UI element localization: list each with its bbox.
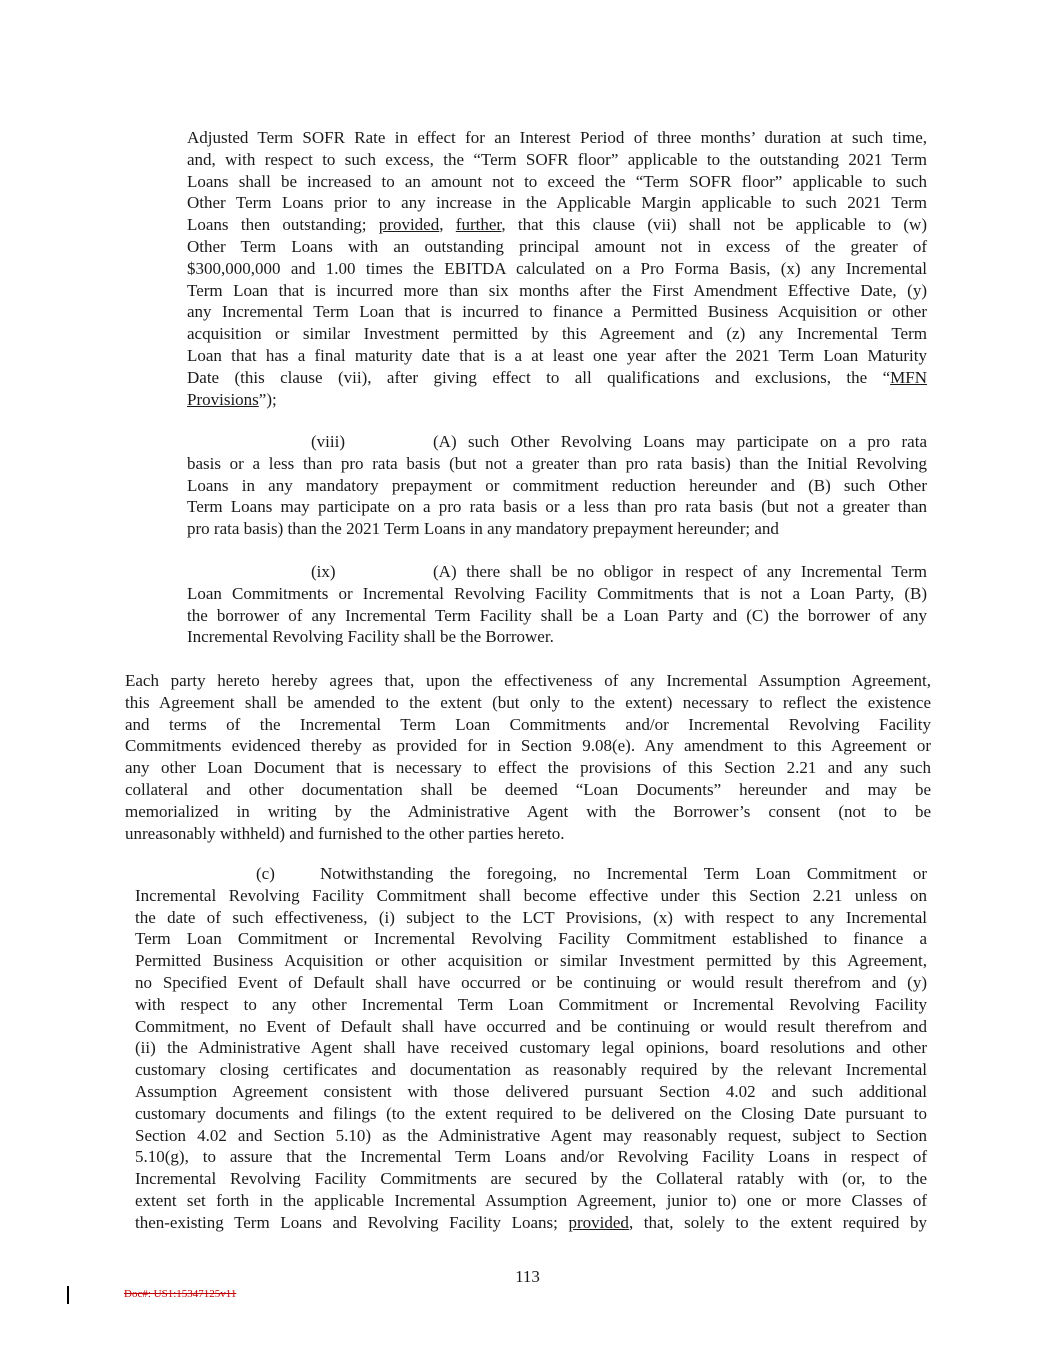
text-line: Incremental Revolving Facility Commitment shall become effective under this Section 2.21 unless on (135, 885, 927, 905)
text-line: 5.10(g), to assure that the Incremental Term Loans and/or Revolving Facility Loans in respect of (135, 1147, 927, 1167)
text-run: , (439, 215, 456, 235)
defined-term-mfn: MFN (890, 367, 927, 387)
text-line: Assumption Agreement consistent with those delivered pursuant Section 4.02 and such additional (135, 1081, 927, 1101)
text-run: , that, solely to the extent required by (628, 1212, 927, 1232)
text-line: Other Term Loans prior to any increase in the Applicable Margin applicable to such 2021 Term (187, 193, 927, 213)
text-line: Permitted Business Acquisition or other acquisition or similar Investment permitted by this Agreement, (135, 951, 927, 971)
text-line: Incremental Revolving Facility shall be the Borrower. (187, 627, 554, 647)
defined-term-provisions: Provisions (187, 389, 259, 409)
text-line: Incremental Revolving Facility Commitments are secured by the Collateral ratably with (or, to the (135, 1169, 927, 1189)
text-line (187, 431, 927, 453)
text-run: (A) such Other Revolving Loans may participate on a pro rata (433, 432, 927, 451)
text-line (187, 367, 927, 389)
text-line: any Incremental Term Loan that is incurred to finance a Permitted Business Acquisition or other (187, 302, 927, 322)
text-line: the borrower of any Incremental Term Facility shall be a Loan Party and (C) the borrower of any (187, 605, 927, 625)
text-run: Notwithstanding the foregoing, no Incremental Term Loan Commitment or (320, 864, 927, 883)
paragraph-vii-continuation (187, 127, 927, 410)
text-run: , that this clause (vii) shall not be applicable to (w) (501, 215, 927, 235)
text-line: customary documents and filings (to the extent required to be delivered on the Closing Date pursuant to (135, 1103, 927, 1123)
text-line: Each party hereto hereby agrees that, upon the effectiveness of any Incremental Assumption Agreement, (125, 671, 931, 690)
text-line: $300,000,000 and 1.00 times the EBITDA calculated on a Pro Forma Basis, (x) any Incremental (187, 258, 927, 278)
paragraph-viii (187, 431, 927, 540)
underlined-term-provided: provided (378, 215, 440, 235)
text-line (187, 561, 927, 583)
text-line: the date of such effectiveness, (i) subject to the LCT Provisions, (x) with respect to any Incremental (135, 907, 927, 927)
text-line: extent set forth in the applicable Incremental Assumption Agreement, junior to) one or more Classes of (135, 1190, 927, 1210)
paragraph-amendment (125, 670, 931, 844)
text-line: Other Term Loans with an outstanding principal amount not in excess of the greater of (187, 236, 927, 256)
text-line: customary closing certificates and documentation as reasonably required by the relevant Incremental (135, 1060, 927, 1080)
text-line: Term Loan that is incurred more than six months after the First Amendment Effective Date, (y) (187, 280, 927, 300)
text-line: and terms of the Incremental Term Loan Commitments and/or Incremental Revolving Facility (125, 714, 931, 734)
text-line (187, 214, 927, 236)
document-id: Doc#: US1:15347125v11 (124, 1288, 237, 1300)
text-line: Loan that has a final maturity date that is a at least one year after the 2021 Term Loan Maturity (187, 345, 927, 365)
text-line: collateral and other documentation shall be deemed “Loan Documents” hereunder and may be (125, 779, 931, 799)
change-bar (67, 1286, 69, 1304)
underlined-term-provided: provided (568, 1212, 629, 1232)
text-run: (A) there shall be no obligor in respect of any Incremental Term (433, 562, 927, 581)
text-line: Loan Commitments or Incremental Revolving Facility Commitments that is not a Loan Party, (B) (187, 583, 927, 603)
text-run: Date (this clause (vii), after giving effect to all qualifications and exclusions, the “ (187, 367, 891, 387)
text-line: Commitments evidenced thereby as provided for in Section 9.08(e). Any amendment to this Agreement or (125, 736, 931, 756)
text-line (135, 1212, 927, 1234)
text-run: ”); (258, 389, 277, 409)
text-line: any other Loan Document that is necessary to effect the provisions of this Section 2.21 and any such (125, 758, 931, 778)
text-line: Term Loan Commitment or Incremental Revolving Facility Commitment established to finance a (135, 929, 927, 949)
paragraph-c (135, 863, 927, 1234)
clause-label: (ix) (311, 562, 336, 581)
text-line: no Specified Event of Default shall have occurred or be continuing or would result therefrom and (y) (135, 972, 927, 992)
page-number: 113 (515, 1267, 540, 1286)
text-line: Adjusted Term SOFR Rate in effect for an Interest Period of three months’ duration at such time, (187, 128, 927, 147)
text-line: pro rata basis) than the 2021 Term Loans in any mandatory prepayment hereunder; and (187, 519, 779, 539)
text-line: acquisition or similar Investment permitted by this Agreement and (z) any Incremental Term (187, 324, 927, 344)
text-line: Loans in any mandatory prepayment or commitment reduction hereunder and (B) such Other (187, 475, 927, 495)
text-line: Loans shall be increased to an amount not to exceed the “Term SOFR floor” applicable to such (187, 171, 927, 191)
text-line: and, with respect to such excess, the “Term SOFR floor” applicable to the outstanding 2021 Term (187, 149, 927, 169)
text-line: Term Loans may participate on a pro rata basis or a less than pro rata basis (but not a greater than (187, 497, 927, 517)
text-line: Section 4.02 and Section 5.10) as the Administrative Agent may reasonably request, subject to Section (135, 1125, 927, 1145)
text-line: this Agreement shall be amended to the extent (but only to the extent) necessary to reflect the existence (125, 692, 931, 712)
text-line: with respect to any other Incremental Term Loan Commitment or Incremental Revolving Facility (135, 994, 927, 1014)
paragraph-ix (187, 561, 927, 648)
clause-label: (viii) (311, 432, 345, 451)
text-line (187, 389, 927, 411)
text-run: then-existing Term Loans and Revolving Facility Loans; (135, 1212, 569, 1232)
text-line: unreasonably withheld) and furnished to the other parties hereto. (125, 823, 565, 843)
text-line: Commitment, no Event of Default shall have occurred and be continuing or would result therefrom and (135, 1016, 927, 1036)
clause-label: (c) (256, 864, 275, 883)
text-line (135, 863, 927, 885)
underlined-term-further: further (455, 215, 502, 235)
text-run: Loans then outstanding; (187, 215, 379, 235)
text-line: (ii) the Administrative Agent shall have received customary legal opinions, board resolutions and other (135, 1038, 927, 1058)
text-line: memorialized in writing by the Administrative Agent with the Borrower’s consent (not to be (125, 801, 931, 821)
text-line: basis or a less than pro rata basis (but not a greater than pro rata basis) than the Initial Revolving (187, 453, 927, 473)
